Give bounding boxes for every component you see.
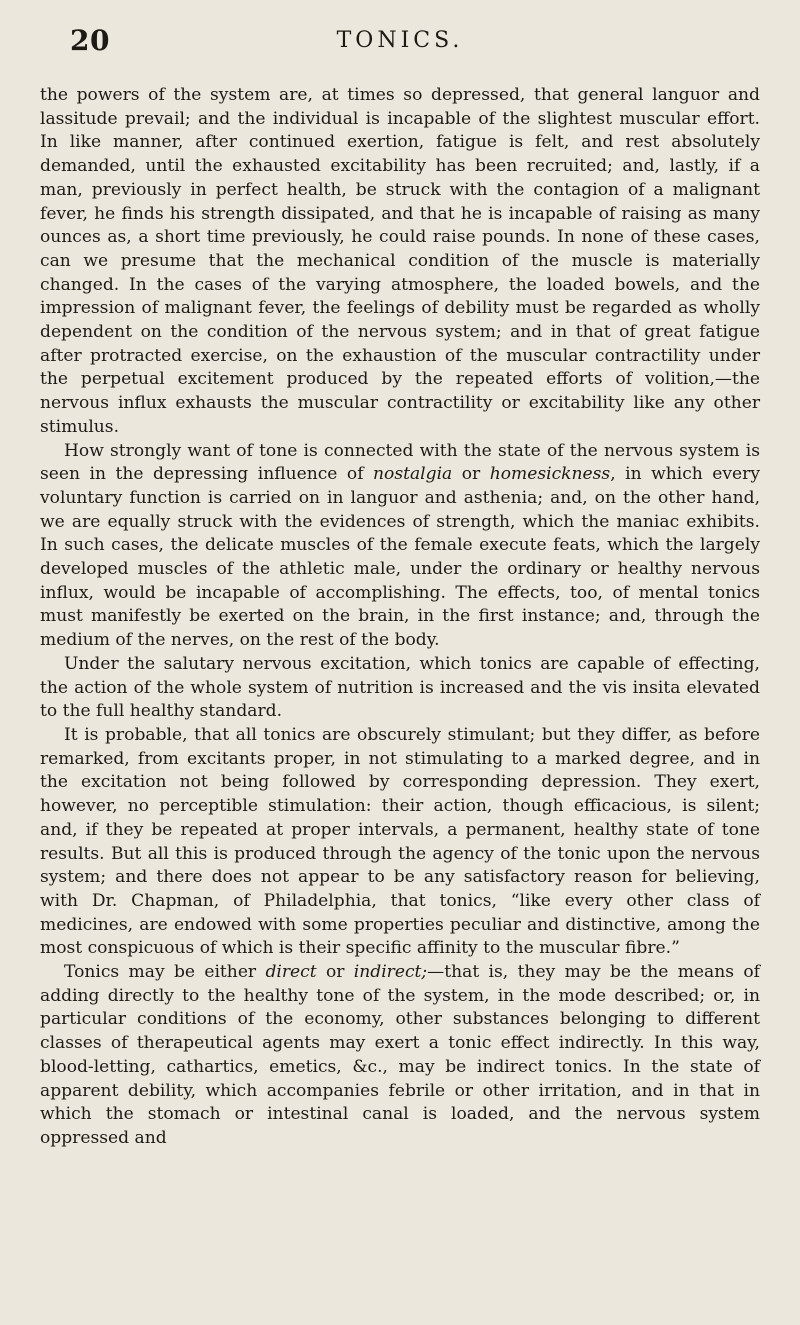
term-homesickness: homesickness: [489, 464, 611, 485]
paragraph-4: It is probable, that all tonics are obscurely stimulant; but they differ, as before remarked, from excitants proper, in not stimulating to a marked degree, and in the excitation not being followed by corresponding depression. They exert, however, no perceptible stimulation: their action, though efficacious, is silent; and, if they be repeated at proper intervals, a permanent, healthy state of tone results. But all this is produced through the agency of the tonic upon the nervous system; and there does not appear to be any satisfactory reason for believing, with Dr. Chapman, of Philadelphia, that tonics, “like every other class of medicines, are endowed with some properties peculiar and distinctive, among the most conspicuous of which is their specific affinity to the muscular fibre.”: [40, 724, 760, 959]
page-header: [40, 24, 760, 62]
page-number: 20: [70, 24, 110, 57]
paragraph-2-part-a: How strongly want of tone is connected with the state of the nervous system is seen in the depressing influence of: [40, 440, 760, 485]
term-nostalgia: nostalgia: [373, 464, 453, 485]
paragraph-5-part-b: —that is, they may be the means of adding directly to the healthy tone of the system, in the mode described; or, in particular conditions of the economy, other substances belonging to different classes of therapeutical agents may exert a tonic effect indirectly. In this way, blood-letting, cathartics, emetics, &c., may be indirect tonics. In the state of apparent debility, which accompanies febrile or other irritation, and in that in which the stomach or intestinal canal is loaded, and the nervous system oppressed and: [40, 962, 760, 1148]
term-direct: direct: [265, 962, 317, 983]
paragraph-3: Under the salutary nervous excitation, which tonics are capable of effecting, the action of the whole system of nutrition is increased and the vis insita elevated to the full healthy standard.: [40, 653, 760, 722]
paragraph-2: [40, 440, 760, 653]
paragraph-1: the powers of the system are, at times so depressed, that general languor and lassitude prevail; and the individual is incapable of the slightest muscular effort. In like manner, after continued exertion, fatigue is felt, and rest absolutely demanded, until the exhausted excitability has been recruited; and, lastly, if a man, previously in perfect health, be struck with the contagion of a malignant fever, he finds his strength dissipated, and that he is incapable of raising as many ounces as, a short time previously, he could raise pounds. In none of these cases, can we presume that the mechanical condition of the muscle is materially changed. In the cases of the varying atmosphere, the loaded bowels, and the impression of malignant fever, the feelings of debility must be regarded as wholly dependent on the condition of the nervous system; and in that of great fatigue after protracted exercise, on the exhaustion of the muscular contractility under the perpetual excitement produced by the repeated efforts of volition,—the nervous influx exhausts the muscular contractility or excitability like any other stimulus.: [40, 85, 760, 437]
paragraph-2-or: or: [452, 464, 490, 485]
body-text: [40, 84, 760, 1151]
paragraph-5: [40, 961, 760, 1151]
paragraph-2-part-b: , in which every voluntary function is carried on in languor and asthenia; and, on the other hand, we are equally struck with the evidences of strength, which the maniac exhibits. In such cases, the delicate muscles of the female execute feats, which the largely developed muscles of the athletic male, under the ordinary or healthy nervous influx, would be incapable of accomplishing. The effects, too, of mental tonics must manifestly be exerted on the brain, in the first instance; and, through the medium of the nerves, on the rest of the body.: [40, 464, 760, 651]
running-head: TONICS.: [336, 28, 464, 53]
term-indirect: indirect;: [353, 962, 428, 983]
paragraph-5-or: or: [316, 962, 354, 983]
paragraph-5-part-a: Tonics may be either: [64, 962, 266, 983]
